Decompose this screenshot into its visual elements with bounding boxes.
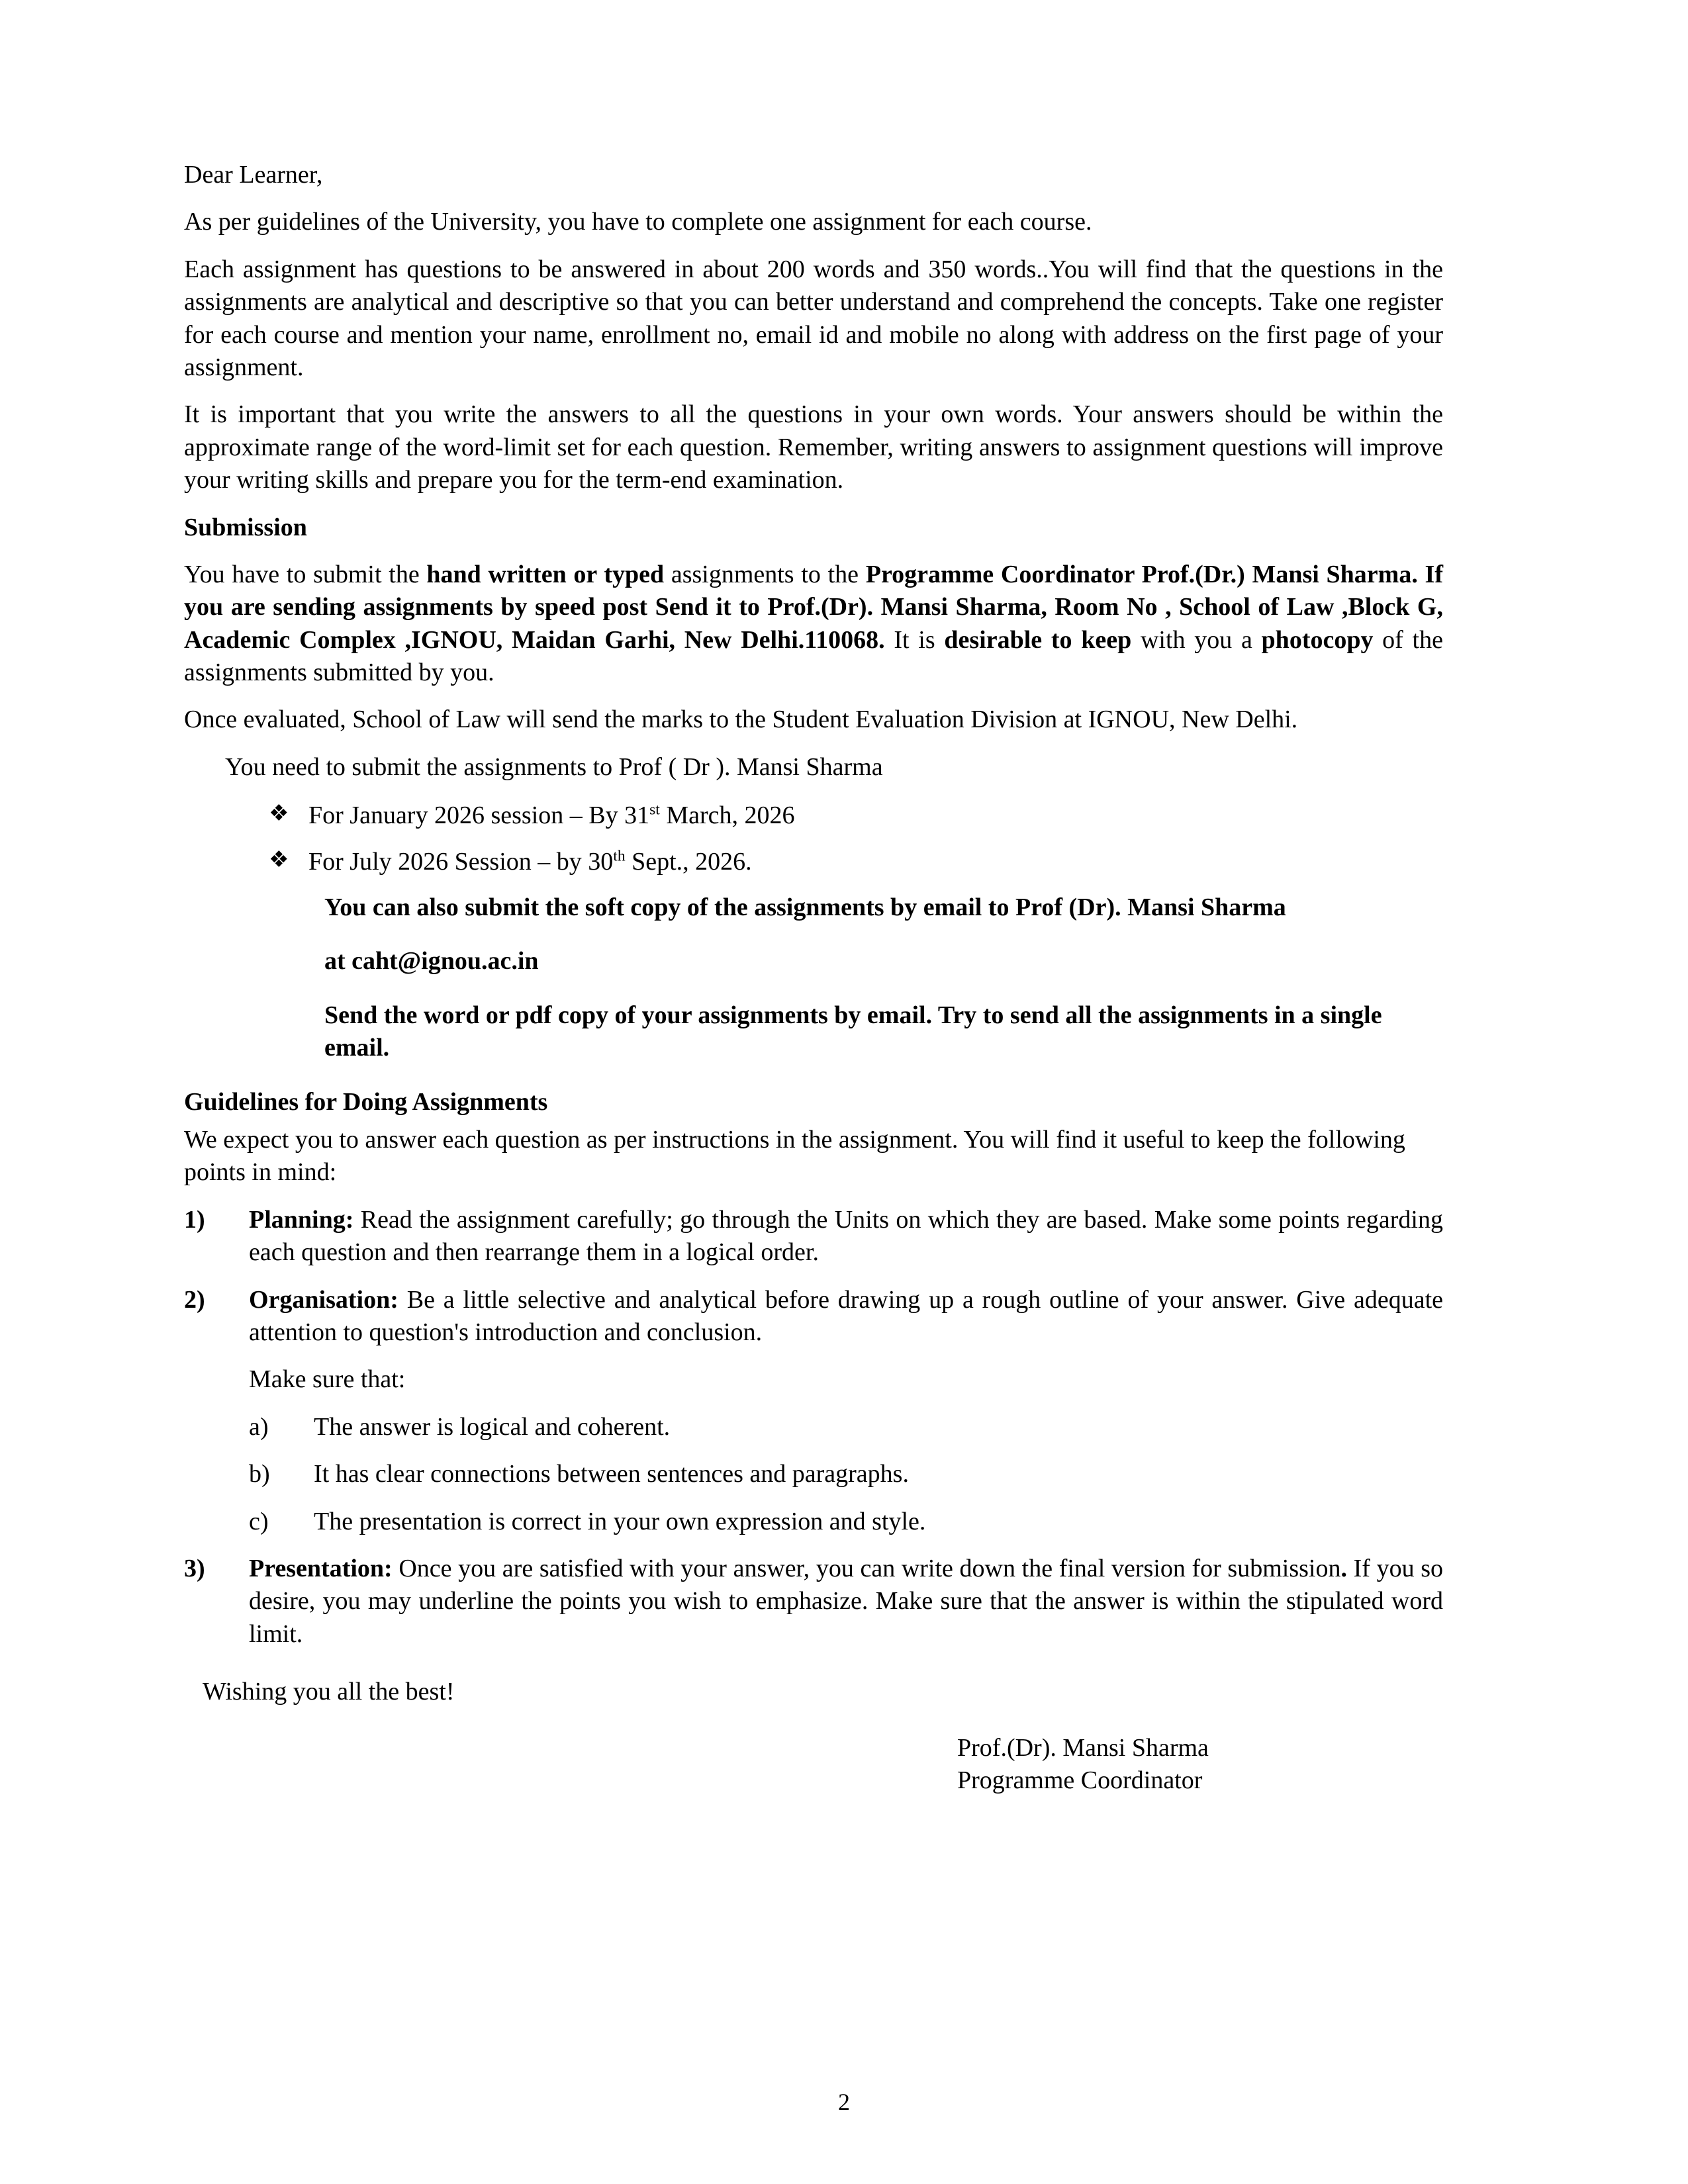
bullet-text-post: Sept., 2026.: [625, 847, 752, 876]
item-bold-period: .: [1340, 1554, 1347, 1582]
list-marker: 1): [184, 1205, 205, 1234]
guidelines-numbered-list: [184, 1204, 1443, 1349]
item-bold-label: Organisation:: [249, 1285, 399, 1314]
salutation: Dear Learner,: [184, 161, 323, 189]
list-item: [269, 846, 1443, 878]
item-text: It has clear connections between sentences and paragraphs.: [314, 1460, 909, 1488]
bullet-text-pre: For July 2026 Session – by 30: [308, 847, 614, 876]
signature-block: [184, 1732, 1443, 1796]
email-line-1: You can also submit the soft copy of the assignments by email to Prof (Dr). Mansi Sharma: [324, 893, 1286, 922]
list-marker: b): [249, 1460, 270, 1488]
submission-bold-4: photocopy: [1261, 625, 1374, 654]
email-address-line: at caht@ignou.ac.in: [324, 947, 539, 976]
guidelines-heading: Guidelines for Doing Assignments: [184, 1087, 548, 1116]
list-item: [269, 799, 1443, 832]
item-text: Read the assignment carefully; go through the Units on which they are based. Make some points regarding each question and then rearrange them in a logical order.: [249, 1205, 1443, 1267]
list-marker: 3): [184, 1554, 205, 1582]
submission-bold-1: hand written or typed: [426, 560, 665, 588]
item-text: The answer is logical and coherent.: [314, 1412, 671, 1441]
list-item: [249, 1458, 1443, 1490]
own-words-paragraph: It is important that you write the answers to all the questions in your own words. Your answers should be within the approximate range of the word-limit set for each question. Remember, writing answers to assignment questions will improve your writing skills and prepare you for the term-end examination.: [184, 400, 1443, 494]
list-marker: c): [249, 1507, 269, 1535]
email-line-3: Send the word or pdf copy of your assignments by email. Try to send all the assignments in a single email.: [324, 1001, 1382, 1062]
diamond-bullet-icon: ❖: [269, 847, 289, 872]
list-marker: a): [249, 1412, 269, 1441]
item-text: Be a little selective and analytical before drawing up a rough outline of your answer. Give adequate attention to question's introduction and conclusion.: [249, 1285, 1443, 1346]
item-text-1: Once you are satisfied with your answer, you can write down the final version for submission: [392, 1554, 1341, 1582]
list-item: [184, 1284, 1443, 1349]
submission-text-2: assignments to the: [664, 560, 866, 588]
diamond-bullet-icon: ❖: [269, 801, 289, 827]
bullet-text-pre: For January 2026 session – By 31: [308, 801, 650, 830]
bullet-text-post: March, 2026: [659, 801, 795, 830]
evaluation-paragraph: Once evaluated, School of Law will send the marks to the Student Evaluation Division at IGNOU, New Delhi.: [184, 705, 1298, 734]
submission-heading: Submission: [184, 513, 307, 541]
signature-role: Programme Coordinator: [957, 1766, 1203, 1795]
submission-paragraph: [184, 559, 1443, 690]
guidelines-intro: We expect you to answer each question as per instructions in the assignment. You will find it useful to keep the following points in mind:: [184, 1125, 1405, 1187]
item-text-2: If you so desire, you may underline the points you wish to emphasize. Make sure that the answer is within the stipulated word limit.: [249, 1554, 1444, 1648]
submission-bold-2: Programme Coordinator Prof.(Dr.) Mansi Sharma. If you are sending assignments by speed post Send it to Prof.(Dr). Mansi Sharma, Room No , School of Law ,Block G, Academic Complex ,IGNOU, Maidan Garhi, New Delhi.110068.: [184, 560, 1443, 654]
lettered-sub-list: [184, 1411, 1443, 1538]
item-bold-label: Planning:: [249, 1205, 354, 1234]
session-bullet-list: [184, 799, 1443, 878]
submission-bold-3: desirable to keep: [944, 625, 1132, 654]
ordinal-suffix: th: [613, 846, 626, 864]
email-instruction-block: [184, 891, 1443, 1065]
submission-text-4: with you a: [1131, 625, 1262, 654]
document-body: [184, 159, 1443, 1797]
submission-text-1: You have to submit the: [184, 560, 427, 588]
submission-text-5: of the assignments submitted by you.: [184, 625, 1443, 687]
item-bold-label: Presentation:: [249, 1554, 393, 1582]
presentation-list: [184, 1553, 1443, 1651]
list-item: [184, 1553, 1443, 1651]
make-sure-label: Make sure that:: [249, 1365, 406, 1394]
intro-paragraph: As per guidelines of the University, you have to complete one assignment for each course.: [184, 208, 1092, 236]
list-item: [249, 1506, 1443, 1538]
submit-to-line: You need to submit the assignments to Prof ( Dr ). Mansi Sharma: [225, 752, 883, 781]
list-marker: 2): [184, 1285, 205, 1314]
list-item: [184, 1204, 1443, 1269]
list-item: [249, 1411, 1443, 1443]
item-text: The presentation is correct in your own expression and style.: [314, 1507, 926, 1535]
assignment-paragraph: Each assignment has questions to be answered in about 200 words and 350 words..You will find that the questions in the assignments are analytical and descriptive so that you can better understand and comprehend the concepts. Take one register for each course and mention your name, enrollment no, email id and mobile no along with address on the first page of your assignment.: [184, 255, 1443, 381]
page-number: 2: [838, 2089, 850, 2115]
ordinal-suffix: st: [649, 801, 660, 819]
closing-line: Wishing you all the best!: [203, 1678, 455, 1706]
submission-text-3: It is: [884, 625, 945, 654]
signature-name: Prof.(Dr). Mansi Sharma: [957, 1734, 1209, 1762]
